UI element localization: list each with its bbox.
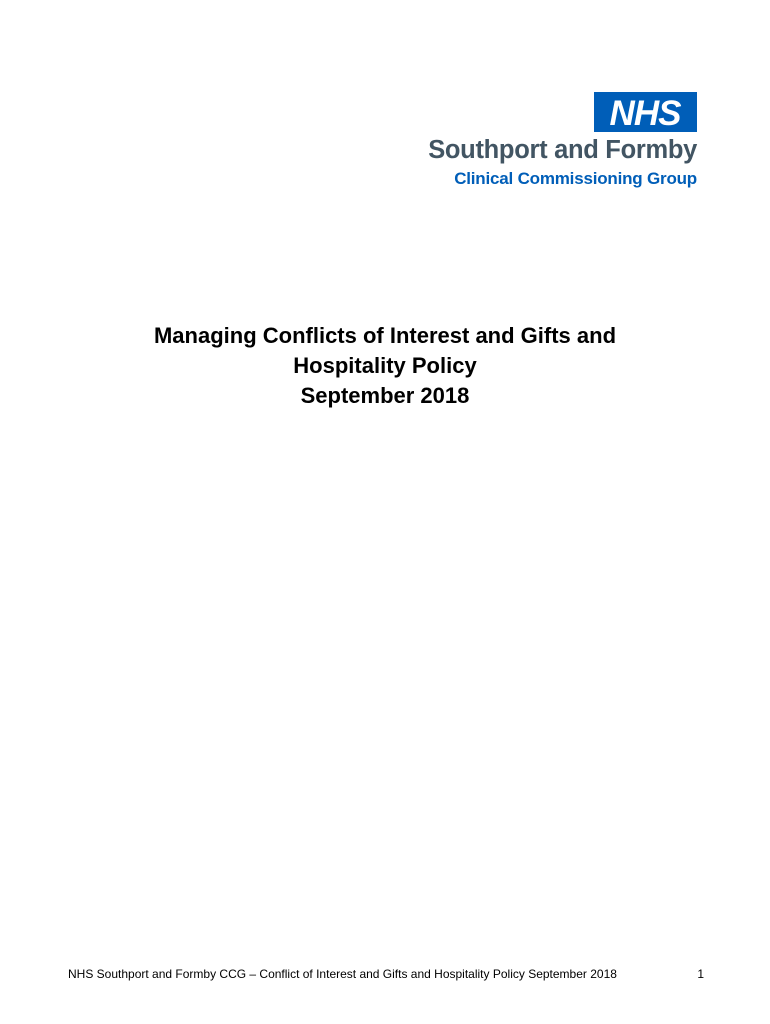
- page-number: 1: [697, 967, 704, 981]
- nhs-ccg-logo: [377, 92, 697, 192]
- document-title: [0, 321, 770, 411]
- title-line-2: Hospitality Policy: [293, 353, 477, 378]
- svg-text:NHS: NHS: [609, 94, 681, 132]
- nhs-logo: [594, 92, 697, 132]
- footer-text: NHS Southport and Formby CCG – Conflict of Interest and Gifts and Hospitality Policy September 2018: [68, 967, 617, 981]
- title-line-3: September 2018: [300, 383, 470, 408]
- org-name: Southport and Formby: [428, 136, 697, 164]
- org-subtitle: Clinical Commissioning Group: [454, 169, 697, 188]
- title-line-1: Managing Conflicts of Interest and Gifts and: [153, 323, 617, 348]
